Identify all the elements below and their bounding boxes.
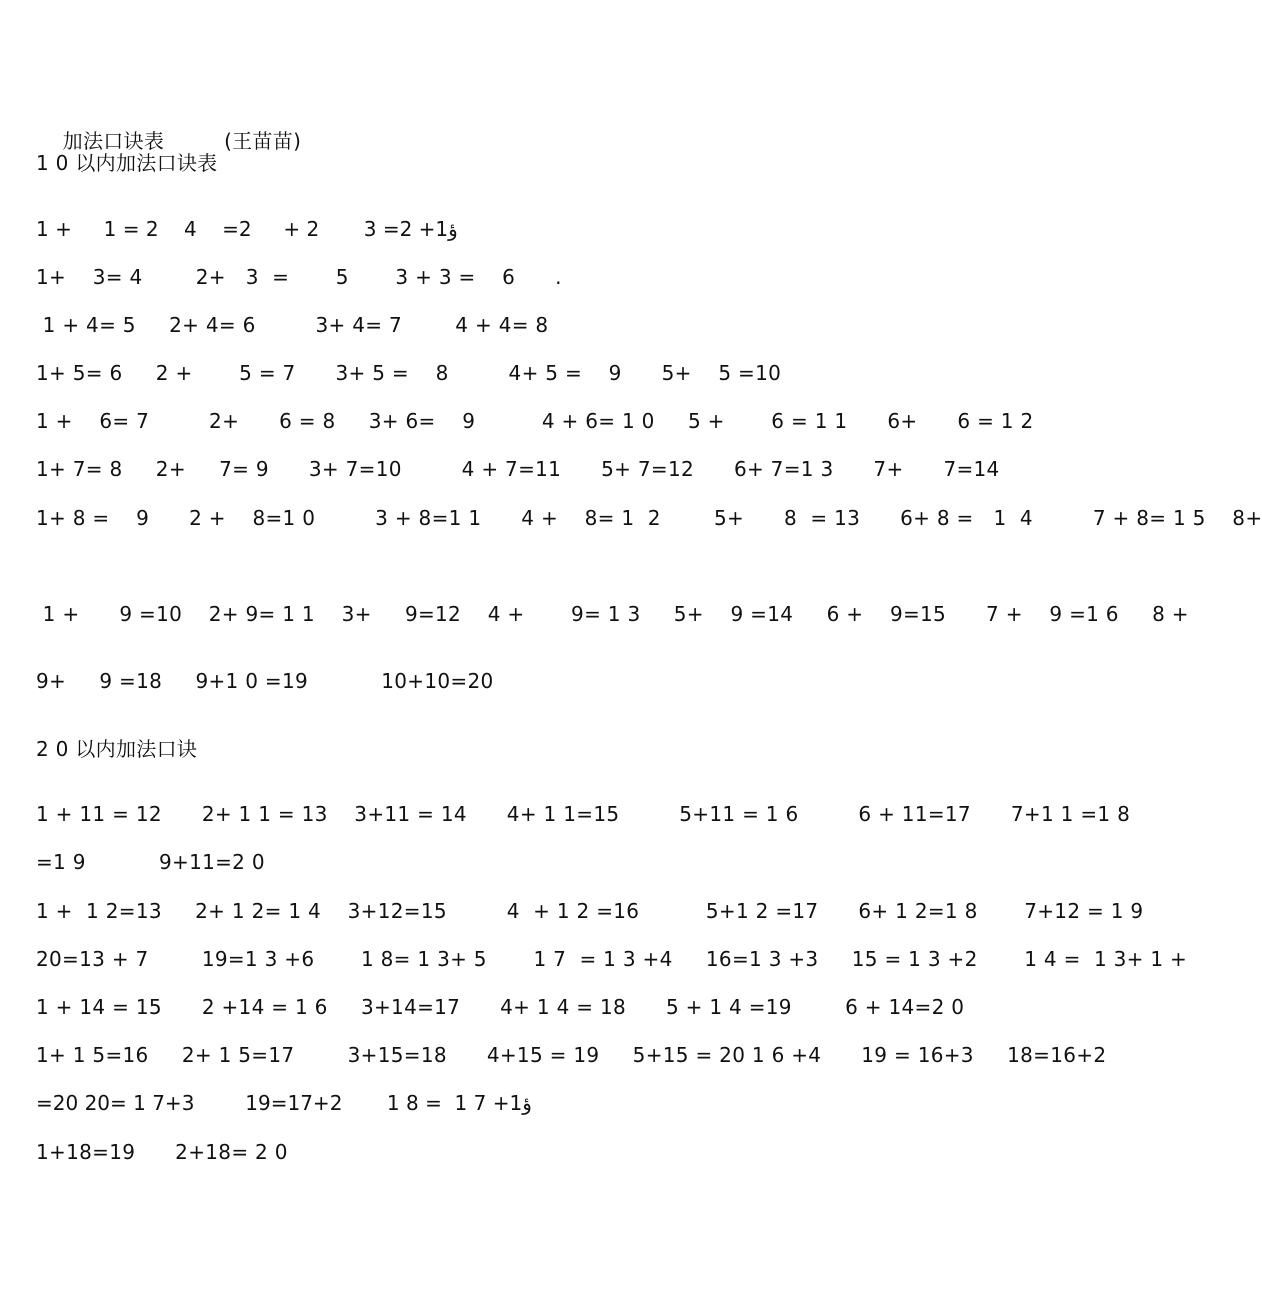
equation-row: 1+ 5= 6 2 + 5 = 7 3+ 5 = 8 4+ 5 = 9 5+ 5 =10 [36, 361, 782, 385]
equation-row: 1 + 11 = 12 2+ 1 1 = 13 3+11 = 14 4+ 1 1=15 5+11 = 1 6 6 + 11=17 7+1 1 =1 8 [36, 802, 1131, 826]
equation-row: 1+18=19 2+18= 2 0 [36, 1140, 288, 1164]
equation-row: 1 + 6= 7 2+ 6 = 8 3+ 6= 9 4 + 6= 1 0 5 + 6 = 1 1 6+ 6 = 1 2 [36, 409, 1034, 433]
equation-row: 1 + 1 = 2 4 =2 + 2 3 =2 +1ؤ [36, 217, 458, 241]
doc-author: (王苗苗) [224, 129, 302, 153]
equation-row: 1+ 8 = 9 2 + 8=1 0 3 + 8=1 1 4 + 8= 1 2 5+ 8 = 13 6+ 8 = 1 4 7 + 8= 1 5 8+ [36, 506, 1262, 530]
equation-row: 1 + 4= 5 2+ 4= 6 3+ 4= 7 4 + 4= 8 [36, 313, 549, 337]
section-heading-10: 1 0 以内加法口诀表 [36, 151, 218, 175]
doc-title: 加法口诀表 [62, 129, 165, 153]
equation-row: =1 9 9+11=2 0 [36, 850, 265, 874]
equation-row: 1+ 7= 8 2+ 7= 9 3+ 7=10 4 + 7=11 5+ 7=12 6+ 7=1 3 7+ 7=14 [36, 457, 1000, 481]
equation-row: 1 + 9 =10 2+ 9= 1 1 3+ 9=12 4 + 9= 1 3 5+ 9 =14 6 + 9=15 7 + 9 =1 6 8 + [36, 602, 1189, 626]
section-heading-20: 2 0 以内加法口诀 [36, 737, 198, 761]
equation-row: =20 20= 1 7+3 19=17+2 1 8 = 1 7 +1ؤ [36, 1091, 532, 1115]
equation-row: 9+ 9 =18 9+1 0 =19 10+10=20 [36, 669, 494, 693]
equation-row: 20=13 + 7 19=1 3 +6 1 8= 1 3+ 5 1 7 = 1 3 +4 16=1 3 +3 15 = 1 3 +2 1 4 = 1 3+ 1 + [36, 947, 1188, 971]
equation-row: 1+ 1 5=16 2+ 1 5=17 3+15=18 4+15 = 19 5+15 = 20 1 6 +4 19 = 16+3 18=16+2 [36, 1043, 1107, 1067]
equation-row: 1+ 3= 4 2+ 3 = 5 3 + 3 = 6 . [36, 265, 562, 289]
equation-row: 1 + 14 = 15 2 +14 = 1 6 3+14=17 4+ 1 4 = 18 5 + 1 4 =19 6 + 14=2 0 [36, 995, 965, 1019]
equation-row: 1 + 1 2=13 2+ 1 2= 1 4 3+12=15 4 + 1 2 =16 5+1 2 =17 6+ 1 2=1 8 7+12 = 1 9 [36, 899, 1144, 923]
